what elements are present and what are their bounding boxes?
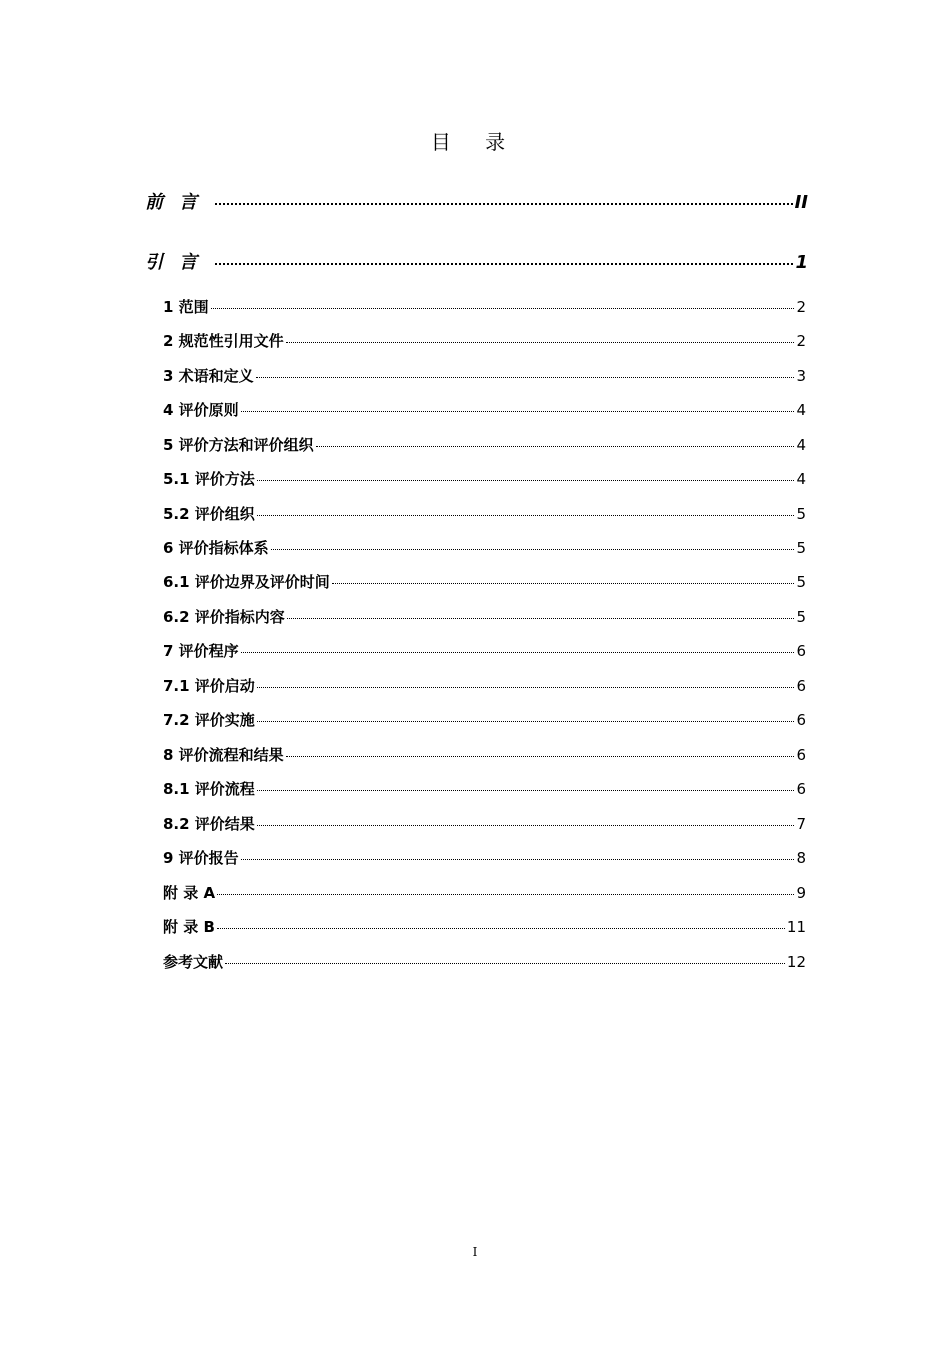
dot-leader xyxy=(257,825,795,826)
dot-leader xyxy=(241,859,795,860)
toc-entry-label: 8.1 评价流程 xyxy=(163,780,255,798)
toc-entry[interactable] xyxy=(163,503,806,524)
toc-entry[interactable] xyxy=(163,606,806,627)
toc-entry-label: 9 评价报告 xyxy=(163,849,239,867)
toc-entry[interactable] xyxy=(163,296,806,317)
dot-leader xyxy=(241,411,795,412)
toc-entry-references[interactable] xyxy=(163,951,806,972)
dot-leader xyxy=(215,263,793,265)
toc-entry-label: 引言 xyxy=(145,252,213,273)
toc-entry-page: 4 xyxy=(796,401,806,419)
toc-entry-label: 7.1 评价启动 xyxy=(163,677,255,695)
toc-entry-label: 5.2 评价组织 xyxy=(163,505,255,523)
dot-leader xyxy=(256,377,795,378)
dot-leader xyxy=(211,308,795,309)
toc-entry-page: II xyxy=(794,192,808,213)
toc-entry[interactable] xyxy=(163,468,806,489)
toc-entry-label: 附 录 B xyxy=(163,918,215,936)
toc-entry[interactable] xyxy=(163,813,806,834)
toc-entry-label: 参考文献 xyxy=(163,953,224,971)
toc-entry[interactable] xyxy=(163,709,806,730)
toc-entry-label: 前言 xyxy=(145,192,213,213)
toc-entry-introduction[interactable] xyxy=(145,248,808,274)
toc-entry[interactable] xyxy=(163,675,806,696)
toc-entry-page: 5 xyxy=(796,539,806,557)
dot-leader xyxy=(316,446,795,447)
toc-entry-label: 6.1 评价边界及评价时间 xyxy=(163,573,330,591)
toc-entry-page: 3 xyxy=(796,367,806,385)
toc-entry-preface[interactable] xyxy=(145,188,808,214)
dot-leader xyxy=(215,203,793,205)
toc-entry-page: 7 xyxy=(796,815,806,833)
dot-leader xyxy=(225,963,785,964)
toc-entry-page: 6 xyxy=(796,711,806,729)
toc-entry-appendix-a[interactable] xyxy=(163,882,806,903)
dot-leader xyxy=(286,756,795,757)
toc-entry[interactable] xyxy=(163,399,806,420)
toc-entry[interactable] xyxy=(163,744,806,765)
toc-entry-label: 6.2 评价指标内容 xyxy=(163,608,285,626)
toc-entry-label: 2 规范性引用文件 xyxy=(163,332,284,350)
dot-leader xyxy=(332,583,795,584)
toc-entry-page: 5 xyxy=(796,573,806,591)
dot-leader xyxy=(217,894,794,895)
dot-leader xyxy=(217,928,785,929)
toc-entry[interactable] xyxy=(163,847,806,868)
dot-leader xyxy=(257,790,795,791)
dot-leader xyxy=(257,721,795,722)
toc-entry-page: 2 xyxy=(796,298,806,316)
dot-leader xyxy=(271,549,795,550)
toc-entry-label: 1 范围 xyxy=(163,298,209,316)
toc-entry-page: 12 xyxy=(786,953,806,971)
toc-entry-label: 7 评价程序 xyxy=(163,642,239,660)
toc-entry-appendix-b[interactable] xyxy=(163,916,806,937)
toc-entry-page: 6 xyxy=(796,780,806,798)
toc-entry-label: 4 评价原则 xyxy=(163,401,239,419)
toc-entry-page: 6 xyxy=(796,642,806,660)
dot-leader xyxy=(257,687,795,688)
page-title: 目 录 xyxy=(430,130,520,154)
toc-entry-label: 8 评价流程和结果 xyxy=(163,746,284,764)
toc-entry-page: 5 xyxy=(796,505,806,523)
toc-entry-page: 4 xyxy=(796,470,806,488)
toc-entry-label: 8.2 评价结果 xyxy=(163,815,255,833)
toc-entry[interactable] xyxy=(163,365,806,386)
dot-leader xyxy=(286,342,795,343)
toc-entry[interactable] xyxy=(163,537,806,558)
toc-entry[interactable] xyxy=(163,571,806,592)
toc-entry[interactable] xyxy=(163,778,806,799)
toc-entry-label: 5 评价方法和评价组织 xyxy=(163,436,314,454)
toc-entry-page: 9 xyxy=(796,884,806,902)
toc-entry-page: 11 xyxy=(786,918,806,936)
toc-entry-page: 1 xyxy=(795,252,808,273)
toc-entry-label: 7.2 评价实施 xyxy=(163,711,255,729)
toc-entry-label: 6 评价指标体系 xyxy=(163,539,269,557)
dot-leader xyxy=(241,652,795,653)
toc-entry-page: 2 xyxy=(796,332,806,350)
toc-entry-page: 4 xyxy=(796,436,806,454)
toc-entry-label: 3 术语和定义 xyxy=(163,367,254,385)
toc-entry-page: 5 xyxy=(796,608,806,626)
dot-leader xyxy=(287,618,795,619)
toc-entry[interactable] xyxy=(163,330,806,351)
page-number: I xyxy=(472,1245,478,1259)
dot-leader xyxy=(257,480,795,481)
toc-entry-page: 6 xyxy=(796,746,806,764)
toc-entry-page: 6 xyxy=(796,677,806,695)
toc-entry[interactable] xyxy=(163,434,806,455)
toc-entry-label: 附 录 A xyxy=(163,884,216,902)
toc-entry-page: 8 xyxy=(796,849,806,867)
dot-leader xyxy=(257,515,795,516)
toc-entry-label: 5.1 评价方法 xyxy=(163,470,255,488)
toc-entry[interactable] xyxy=(163,640,806,661)
